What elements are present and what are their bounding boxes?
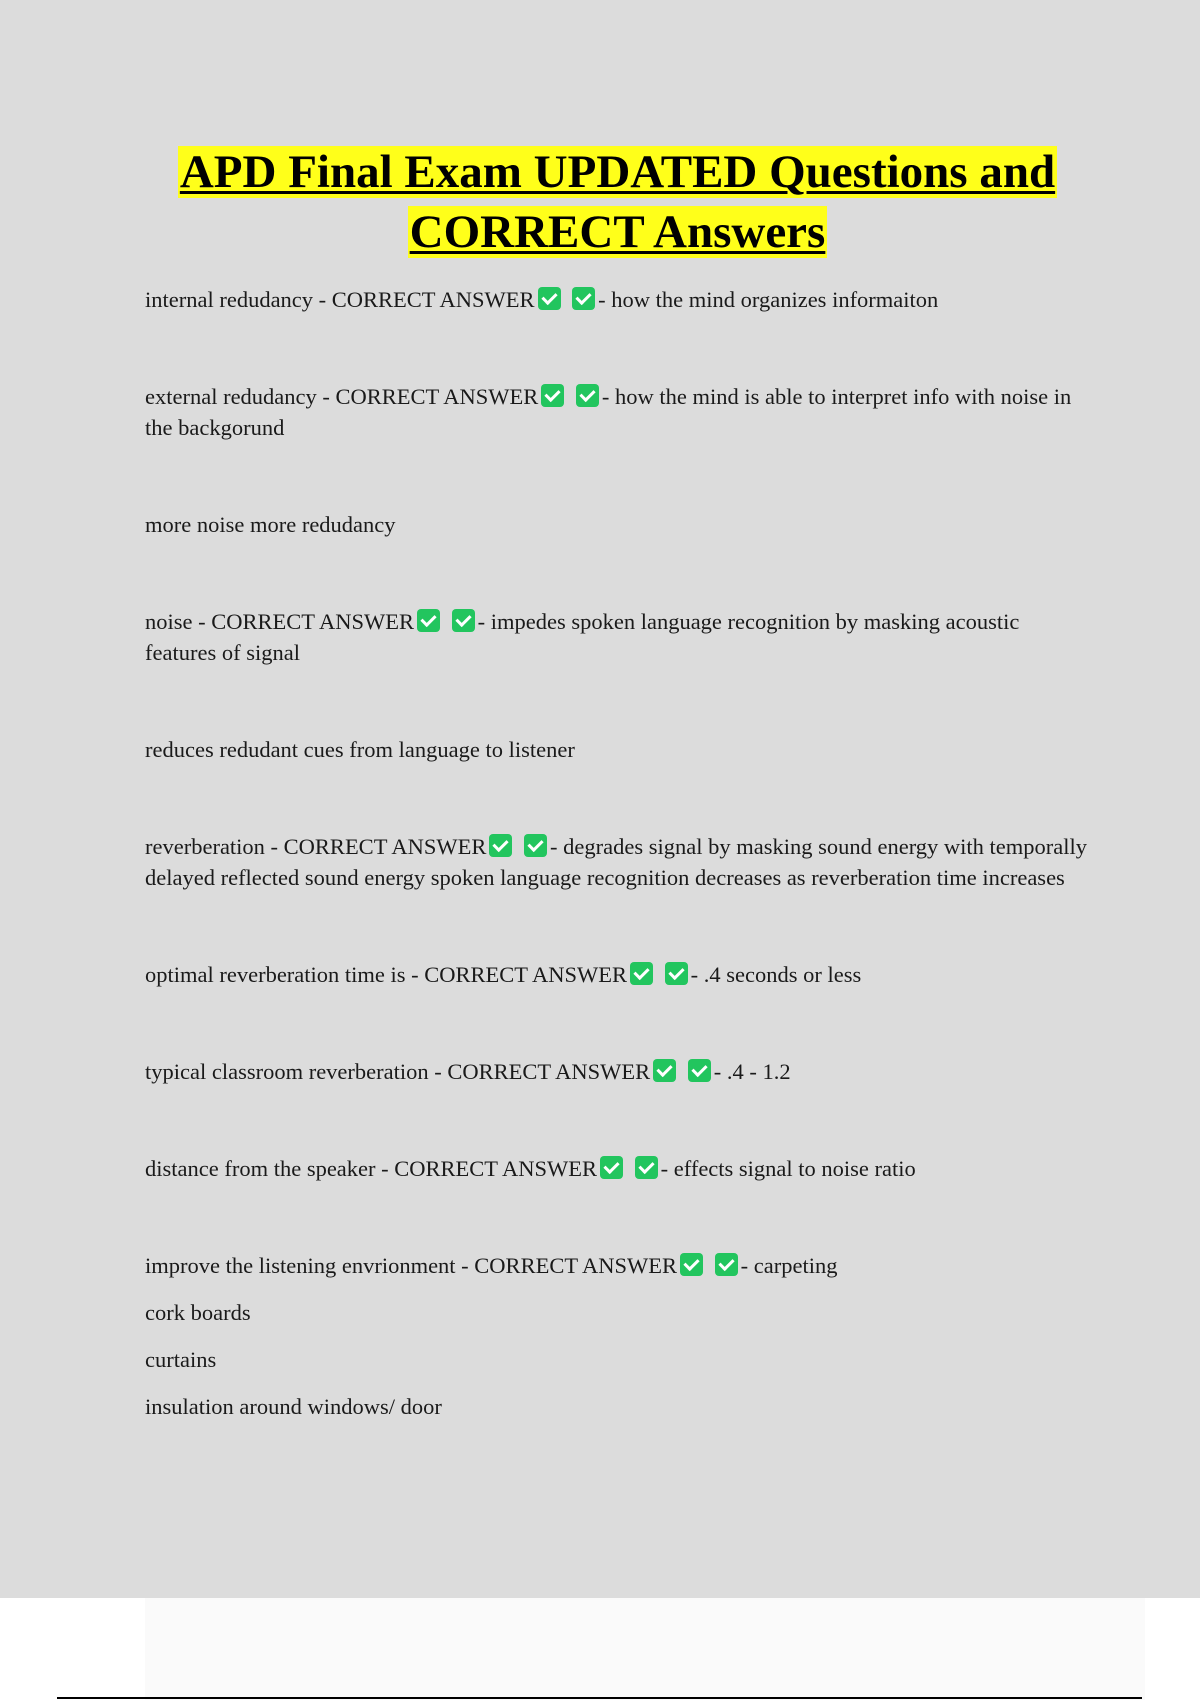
entry-term: internal redudancy - CORRECT ANSWER bbox=[145, 287, 535, 312]
entry-term: external redudancy - CORRECT ANSWER bbox=[145, 384, 539, 409]
qa-entry bbox=[145, 831, 1095, 893]
note-line: more noise more redudancy bbox=[145, 512, 396, 537]
entry-term: improve the listening envrionment - CORRECT ANSWER bbox=[145, 1253, 678, 1278]
entry-answer: - degrades signal by masking sound energy with temporally delayed reflected sound energy spoken language recognition decreases as reverberation time increases bbox=[145, 834, 1088, 890]
qa-entry bbox=[145, 1056, 1095, 1087]
check-mark-icon bbox=[715, 1253, 738, 1276]
check-mark-icon bbox=[635, 1156, 658, 1179]
check-mark-icon bbox=[630, 962, 653, 985]
qa-entry bbox=[145, 381, 1095, 443]
entry-answer: - how the mind organizes informaiton bbox=[598, 287, 939, 312]
check-mark-icon bbox=[653, 1059, 676, 1082]
next-page-preview bbox=[145, 1598, 1145, 1700]
qa-entry bbox=[145, 284, 1095, 315]
entry-answer: - .4 - 1.2 bbox=[713, 1059, 791, 1084]
entry-answer: - effects signal to noise ratio bbox=[660, 1156, 916, 1181]
note-line: reduces redudant cues from language to listener bbox=[145, 737, 575, 762]
entry-answer: - .4 seconds or less bbox=[690, 962, 862, 987]
entry-answer: - impedes spoken language recognition by masking acoustic features of signal bbox=[145, 609, 1020, 665]
check-mark-icon bbox=[600, 1156, 623, 1179]
list-item: insulation around windows/ door bbox=[145, 1394, 442, 1419]
title-line-1: APD Final Exam UPDATED Questions and bbox=[179, 146, 1056, 198]
page-divider bbox=[57, 1697, 1142, 1699]
entry-term: optimal reverberation time is - CORRECT ANSWER bbox=[145, 962, 628, 987]
title-line-2: CORRECT Answers bbox=[409, 206, 826, 258]
check-mark-icon bbox=[538, 287, 561, 310]
document-title bbox=[0, 142, 1200, 262]
check-mark-icon bbox=[541, 384, 564, 407]
check-mark-icon bbox=[665, 962, 688, 985]
entry-term: typical classroom reverberation - CORRECT ANSWER bbox=[145, 1059, 651, 1084]
document-body bbox=[145, 284, 1095, 1422]
qa-entry bbox=[145, 606, 1095, 668]
check-mark-icon bbox=[572, 287, 595, 310]
entry-term: distance from the speaker - CORRECT ANSWER bbox=[145, 1156, 598, 1181]
qa-entry bbox=[145, 1250, 1095, 1281]
entry-answer: - how the mind is able to interpret info with noise in the backgorund bbox=[145, 384, 1072, 440]
check-mark-icon bbox=[524, 834, 547, 857]
check-mark-icon bbox=[489, 834, 512, 857]
entry-term: noise - CORRECT ANSWER bbox=[145, 609, 414, 634]
list-item: curtains bbox=[145, 1347, 217, 1372]
check-mark-icon bbox=[452, 609, 475, 632]
qa-entry bbox=[145, 959, 1095, 990]
qa-entry bbox=[145, 1153, 1095, 1184]
check-mark-icon bbox=[417, 609, 440, 632]
entry-term: reverberation - CORRECT ANSWER bbox=[145, 834, 487, 859]
list-item: cork boards bbox=[145, 1300, 251, 1325]
check-mark-icon bbox=[680, 1253, 703, 1276]
check-mark-icon bbox=[576, 384, 599, 407]
entry-answer: - carpeting bbox=[740, 1253, 838, 1278]
check-mark-icon bbox=[688, 1059, 711, 1082]
